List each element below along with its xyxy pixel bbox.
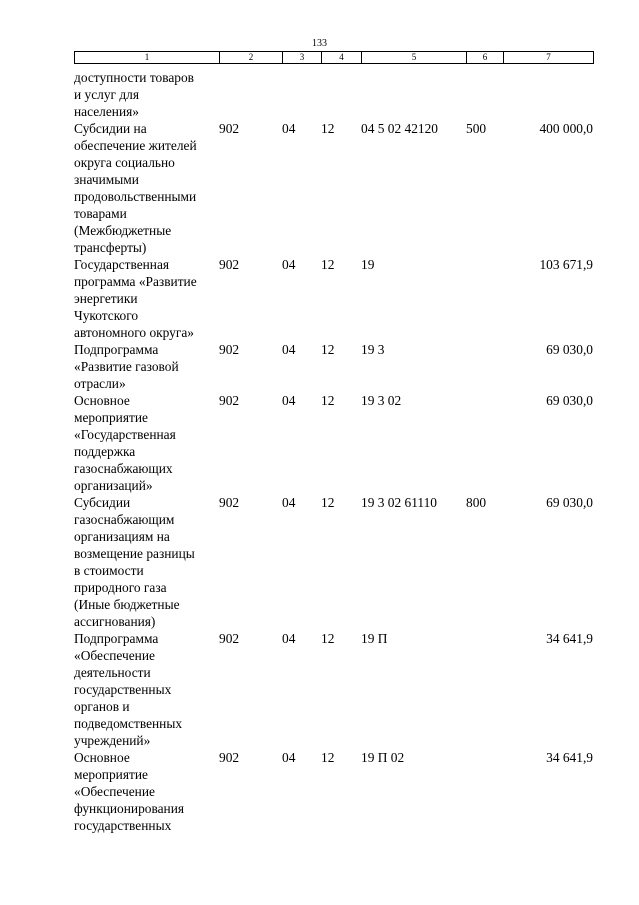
column-number: 7: [504, 52, 594, 64]
row-amount: 34 641,9: [546, 750, 593, 765]
row-ministry-code: 902: [219, 342, 240, 357]
row-expense-type: [466, 392, 503, 494]
row-target-code: 19 3: [361, 342, 385, 357]
row-section-code: 04: [282, 750, 296, 765]
row-ministry-code: 902: [219, 631, 240, 646]
row-amount: 69 030,0: [546, 342, 593, 357]
row-expense-type: 500: [466, 121, 487, 136]
table-row: [74, 392, 593, 494]
row-subsection-code: 12: [321, 393, 335, 408]
row-section-code: 04: [282, 342, 296, 357]
row-description: Подпрограмма «Обеспечение деятельности государственных органов и подведомственных учреждений»: [74, 631, 183, 748]
row-amount: 400 000,0: [539, 121, 593, 136]
row-target-code: 19 П 02: [361, 750, 405, 765]
row-expense-type: [466, 630, 503, 749]
row-target-code: 04 5 02 42120: [361, 121, 438, 136]
table-row: [74, 749, 593, 834]
row-ministry-code: 902: [219, 393, 240, 408]
row-ministry-code: [219, 69, 282, 120]
table-row: [74, 69, 593, 120]
row-subsection-code: 12: [321, 121, 335, 136]
table-row: [74, 630, 593, 749]
row-amount: 34 641,9: [546, 631, 593, 646]
column-number: 2: [220, 52, 283, 64]
row-amount: 103 671,9: [539, 257, 593, 272]
row-expense-type: [466, 69, 503, 120]
row-target-code: 19 П: [361, 631, 388, 646]
row-amount: 69 030,0: [546, 495, 593, 510]
row-section-code: 04: [282, 121, 296, 136]
row-description: доступности товаров и услуг для населения»: [74, 70, 194, 119]
row-subsection-code: [321, 69, 361, 120]
row-expense-type: 800: [466, 495, 487, 510]
row-expense-type: [466, 341, 503, 392]
row-ministry-code: 902: [219, 495, 240, 510]
column-number-row: [75, 52, 594, 64]
row-ministry-code: 902: [219, 121, 240, 136]
row-section-code: 04: [282, 631, 296, 646]
row-amount: 69 030,0: [546, 393, 593, 408]
row-description: Основное мероприятие «Обеспечение функционирования государственных: [74, 750, 185, 833]
table-row: [74, 494, 593, 630]
column-number: 6: [467, 52, 504, 64]
row-subsection-code: 12: [321, 342, 335, 357]
row-description: Государственная программа «Развитие энергетики Чукотского автономного округа»: [74, 257, 197, 340]
row-subsection-code: 12: [321, 495, 335, 510]
row-target-code: [361, 69, 466, 120]
row-target-code: 19: [361, 257, 375, 272]
row-description: Субсидии на обеспечение жителей округа социально значимыми продовольственными товарами (Межбюджетные трансферты): [74, 121, 197, 255]
row-subsection-code: 12: [321, 257, 335, 272]
row-subsection-code: 12: [321, 631, 335, 646]
row-section-code: 04: [282, 257, 296, 272]
row-expense-type: [466, 256, 503, 341]
row-section-code: [282, 69, 321, 120]
column-number: 5: [362, 52, 467, 64]
row-target-code: 19 3 02 61110: [361, 495, 438, 510]
row-description: Субсидии газоснабжающим организациям на возмещение разницы в стоимости природного газа (Иные бюджетные ассигнования): [74, 495, 195, 629]
row-description: Основное мероприятие «Государственная поддержка газоснабжающих организаций»: [74, 393, 176, 493]
row-ministry-code: 902: [219, 750, 240, 765]
row-ministry-code: 902: [219, 257, 240, 272]
table-row: [74, 341, 593, 392]
table-row: [74, 256, 593, 341]
row-subsection-code: 12: [321, 750, 335, 765]
row-section-code: 04: [282, 495, 296, 510]
row-description: Подпрограмма «Развитие газовой отрасли»: [74, 342, 179, 391]
row-amount: [503, 69, 593, 120]
row-section-code: 04: [282, 393, 296, 408]
table-row: [74, 120, 593, 256]
column-number: 4: [322, 52, 362, 64]
row-expense-type: [466, 749, 503, 834]
column-number: 1: [75, 52, 220, 64]
budget-table: [74, 69, 593, 834]
column-number: 3: [283, 52, 322, 64]
page-number: 133: [312, 38, 327, 49]
column-header-table: [74, 51, 594, 64]
row-target-code: 19 3 02: [361, 393, 402, 408]
